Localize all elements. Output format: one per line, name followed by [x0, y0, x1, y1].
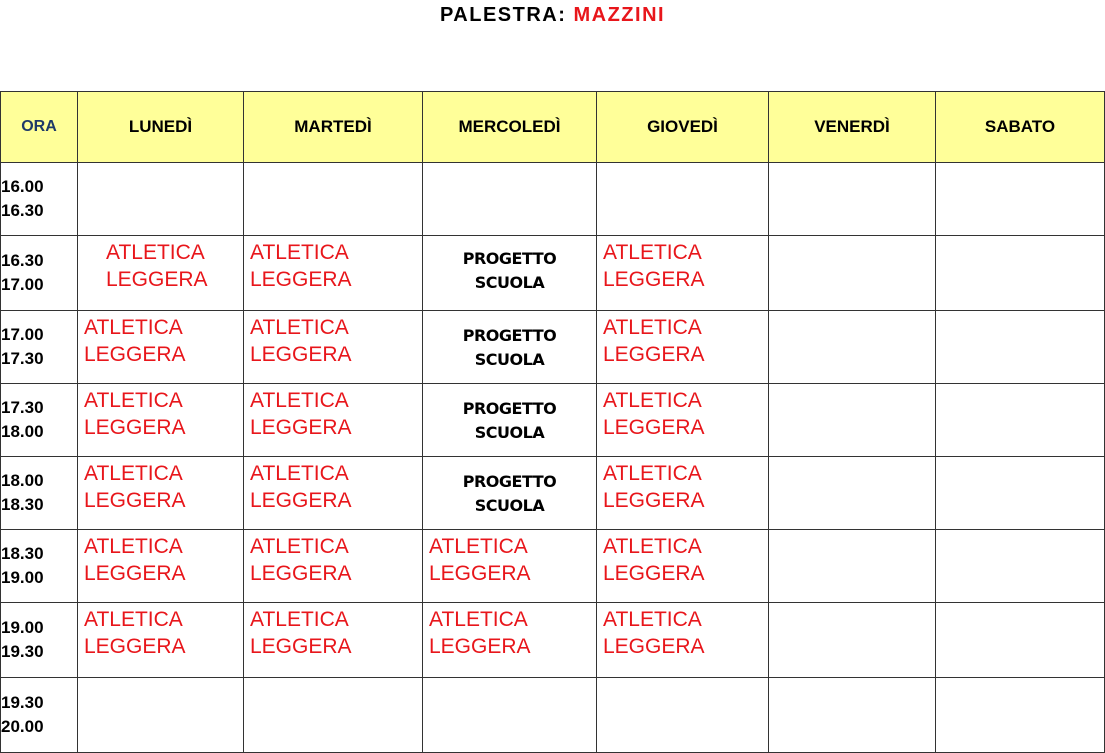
time-start: 19.30: [1, 693, 44, 712]
cell-lunedi: [78, 163, 244, 236]
cell-venerdi: [769, 384, 936, 457]
activity-progetto-scuola: [423, 236, 596, 295]
cell-martedi: [244, 530, 423, 603]
cell-mercoledi: [423, 163, 597, 236]
activity-atletica-leggera: [597, 384, 768, 441]
time-end: 18.00: [1, 422, 44, 441]
activity-line: PROGETTO: [462, 472, 557, 491]
schedule-row: [1, 311, 1105, 384]
schedule-row: [1, 603, 1105, 678]
cell-martedi: [244, 603, 423, 678]
activity-line: ATLETICA: [84, 389, 183, 412]
activity-atletica-leggera: [78, 384, 243, 441]
time-start: 17.30: [1, 398, 44, 417]
activity-line: LEGGERA: [603, 562, 705, 585]
cell-sabato: [936, 236, 1105, 311]
activity-line: ATLETICA: [84, 608, 183, 631]
cell-martedi: [244, 384, 423, 457]
cell-venerdi: [769, 603, 936, 678]
time-end: 18.30: [1, 495, 44, 514]
cell-giovedi: [597, 311, 769, 384]
title-venue: MAZZINI: [573, 4, 666, 26]
activity-progetto-scuola: [423, 311, 596, 372]
time-slot: [1, 311, 78, 384]
cell-giovedi: [597, 530, 769, 603]
activity-line: LEGGERA: [429, 562, 531, 585]
cell-lunedi: [78, 311, 244, 384]
activity-line: ATLETICA: [603, 389, 702, 412]
time-slot: [1, 530, 78, 603]
cell-martedi: [244, 457, 423, 530]
activity-line: LEGGERA: [603, 489, 705, 512]
activity-line: SCUOLA: [474, 423, 545, 442]
activity-line: LEGGERA: [84, 635, 186, 658]
activity-line: LEGGERA: [250, 268, 352, 291]
activity-line: LEGGERA: [84, 416, 186, 439]
cell-giovedi: [597, 384, 769, 457]
time-start: 16.30: [1, 251, 44, 270]
cell-mercoledi: [423, 530, 597, 603]
header-martedi: MARTEDÌ: [244, 92, 423, 163]
activity-line: LEGGERA: [429, 635, 531, 658]
activity-line: SCUOLA: [474, 350, 545, 369]
header-row: [1, 92, 1105, 163]
cell-martedi: [244, 311, 423, 384]
activity-line: PROGETTO: [462, 249, 557, 268]
cell-mercoledi: [423, 311, 597, 384]
cell-mercoledi: [423, 603, 597, 678]
time-slot: [1, 457, 78, 530]
cell-sabato: [936, 457, 1105, 530]
activity-line: LEGGERA: [603, 268, 705, 291]
cell-venerdi: [769, 457, 936, 530]
activity-line: ATLETICA: [603, 462, 702, 485]
cell-venerdi: [769, 311, 936, 384]
activity-atletica-leggera: [423, 603, 596, 660]
activity-line: LEGGERA: [84, 343, 186, 366]
header-sabato: SABATO: [936, 92, 1105, 163]
activity-progetto-scuola: [423, 384, 596, 445]
activity-line: ATLETICA: [250, 389, 349, 412]
activity-line: ATLETICA: [429, 608, 528, 631]
time-start: 16.00: [1, 177, 44, 196]
cell-sabato: [936, 311, 1105, 384]
cell-martedi: [244, 163, 423, 236]
cell-giovedi: [597, 457, 769, 530]
activity-line: LEGGERA: [106, 268, 208, 291]
activity-atletica-leggera: [244, 384, 422, 441]
header-venerdi: VENERDÌ: [769, 92, 936, 163]
activity-atletica-leggera: [244, 603, 422, 660]
activity-line: LEGGERA: [84, 489, 186, 512]
activity-atletica-leggera: [78, 311, 243, 368]
time-end: 17.00: [1, 275, 44, 294]
activity-atletica-leggera: [78, 236, 243, 293]
activity-atletica-leggera: [244, 457, 422, 514]
schedule-table: [0, 91, 1105, 753]
schedule-row: [1, 457, 1105, 530]
activity-line: PROGETTO: [462, 326, 557, 345]
cell-lunedi: [78, 457, 244, 530]
cell-sabato: [936, 603, 1105, 678]
cell-venerdi: [769, 678, 936, 753]
activity-line: ATLETICA: [106, 241, 205, 264]
activity-atletica-leggera: [244, 236, 422, 293]
time-slot: [1, 163, 78, 236]
time-slot: [1, 603, 78, 678]
time-end: 16.30: [1, 201, 44, 220]
activity-line: ATLETICA: [250, 535, 349, 558]
schedule-row: [1, 530, 1105, 603]
cell-venerdi: [769, 163, 936, 236]
cell-giovedi: [597, 678, 769, 753]
activity-atletica-leggera: [78, 603, 243, 660]
schedule-row: [1, 163, 1105, 236]
activity-line: LEGGERA: [250, 489, 352, 512]
activity-line: SCUOLA: [474, 496, 545, 515]
time-start: 18.00: [1, 471, 44, 490]
activity-line: ATLETICA: [603, 241, 702, 264]
activity-atletica-leggera: [597, 236, 768, 293]
cell-venerdi: [769, 530, 936, 603]
cell-mercoledi: [423, 236, 597, 311]
page-title: [0, 4, 1105, 27]
time-end: 19.00: [1, 568, 44, 587]
activity-line: ATLETICA: [603, 316, 702, 339]
schedule-row: [1, 384, 1105, 457]
cell-lunedi: [78, 384, 244, 457]
activity-line: PROGETTO: [462, 399, 557, 418]
activity-line: ATLETICA: [250, 462, 349, 485]
activity-line: ATLETICA: [250, 608, 349, 631]
time-start: 19.00: [1, 618, 44, 637]
schedule-row: [1, 678, 1105, 753]
cell-lunedi: [78, 678, 244, 753]
schedule-row: [1, 236, 1105, 311]
activity-line: ATLETICA: [250, 316, 349, 339]
time-slot: [1, 678, 78, 753]
cell-martedi: [244, 678, 423, 753]
activity-atletica-leggera: [597, 311, 768, 368]
cell-sabato: [936, 530, 1105, 603]
header-lunedi: LUNEDÌ: [78, 92, 244, 163]
activity-atletica-leggera: [244, 311, 422, 368]
activity-atletica-leggera: [78, 530, 243, 587]
time-end: 19.30: [1, 642, 44, 661]
activity-line: ATLETICA: [250, 241, 349, 264]
time-end: 20.00: [1, 717, 44, 736]
activity-line: LEGGERA: [603, 343, 705, 366]
activity-line: ATLETICA: [603, 535, 702, 558]
activity-line: ATLETICA: [603, 608, 702, 631]
activity-line: SCUOLA: [474, 273, 545, 292]
cell-giovedi: [597, 603, 769, 678]
title-prefix: PALESTRA:: [439, 4, 567, 26]
activity-line: ATLETICA: [84, 535, 183, 558]
cell-giovedi: [597, 163, 769, 236]
activity-atletica-leggera: [78, 457, 243, 514]
activity-line: LEGGERA: [603, 416, 705, 439]
cell-lunedi: [78, 236, 244, 311]
cell-sabato: [936, 163, 1105, 236]
activity-atletica-leggera: [597, 457, 768, 514]
time-start: 17.00: [1, 325, 44, 344]
header-mercoledi: MERCOLEDÌ: [423, 92, 597, 163]
activity-atletica-leggera: [423, 530, 596, 587]
activity-line: ATLETICA: [84, 462, 183, 485]
header-ora: ORA: [1, 92, 78, 163]
activity-line: ATLETICA: [84, 316, 183, 339]
activity-atletica-leggera: [244, 530, 422, 587]
cell-sabato: [936, 384, 1105, 457]
cell-mercoledi: [423, 384, 597, 457]
time-slot: [1, 384, 78, 457]
cell-mercoledi: [423, 457, 597, 530]
cell-martedi: [244, 236, 423, 311]
time-slot: [1, 236, 78, 311]
cell-giovedi: [597, 236, 769, 311]
header-giovedi: GIOVEDÌ: [597, 92, 769, 163]
cell-lunedi: [78, 603, 244, 678]
cell-sabato: [936, 678, 1105, 753]
activity-line: LEGGERA: [250, 343, 352, 366]
activity-line: LEGGERA: [250, 416, 352, 439]
activity-line: LEGGERA: [250, 562, 352, 585]
cell-mercoledi: [423, 678, 597, 753]
activity-line: LEGGERA: [250, 635, 352, 658]
cell-lunedi: [78, 530, 244, 603]
activity-atletica-leggera: [597, 603, 768, 660]
time-end: 17.30: [1, 349, 44, 368]
cell-venerdi: [769, 236, 936, 311]
activity-line: LEGGERA: [603, 635, 705, 658]
activity-line: LEGGERA: [84, 562, 186, 585]
activity-atletica-leggera: [597, 530, 768, 587]
time-start: 18.30: [1, 544, 44, 563]
activity-progetto-scuola: [423, 457, 596, 518]
activity-line: ATLETICA: [429, 535, 528, 558]
